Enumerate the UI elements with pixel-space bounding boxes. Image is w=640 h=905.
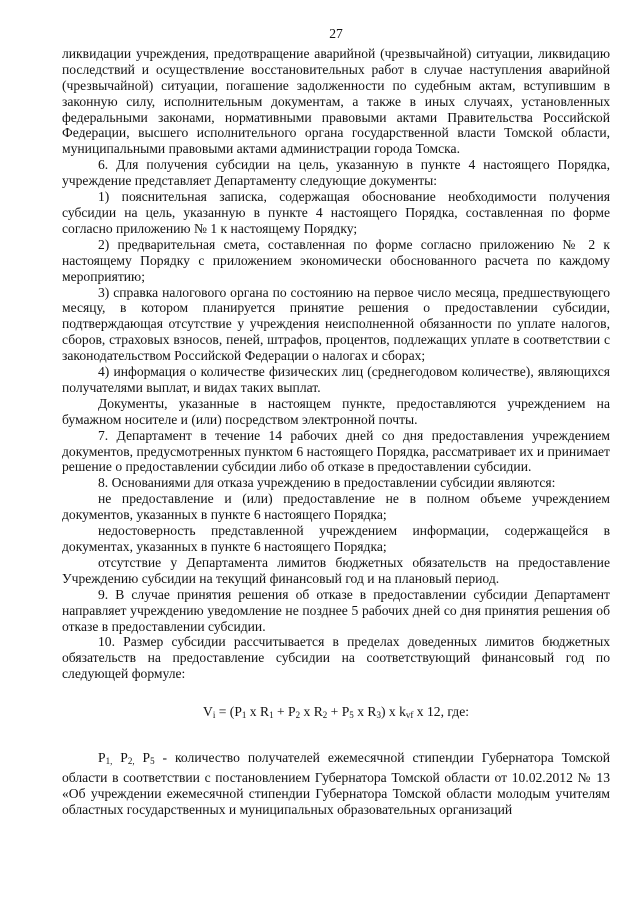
page-number: 27 (329, 26, 343, 41)
paragraph-6-item-2: 2) предварительная смета, составленная по форме согласно приложению № 2 к настоящему Порядку с приложением экономически обоснованного расчета по каждому мероприятию; (62, 236, 610, 284)
paragraph-8-ground-3: отсутствие у Департамента лимитов бюджетных обязательств на предоставление Учреждению субсидии на текущий финансовый год и на плановый период. (62, 554, 610, 586)
paragraph-6-item-1: 1) пояснительная записка, содержащая обоснование необходимости получения субсидии на цель, указанную в пункте 4 настоящего Порядка, составленная по форме согласно приложению № 1 к настоящему Порядку; (62, 189, 610, 236)
paragraph-continuation: ликвидации учреждения, предотвращение аварийной (чрезвычайной) ситуации, ликвидацию последствий и осуществление восстановительных работ в случае наступления аварийной (чрезвычайной) ситуации, погашение задолженности по судебным актам, вступившим в законную силу, исполнительным документам, а также в иных случаях, установленных федеральными законами, нормативными правовыми актами Правительства Российской Федерации, высшего исполнительного органа государственной власти Томской области, муниципальными правовыми актами администрации города Томска. (62, 45, 610, 157)
subsidy-formula: $V_i = (P_1$ x $R_1 + P_2$ x $R_2 + P_5$ x $R_3$) x $k_{vf}$ x 12, где: (202, 704, 469, 721)
paragraph-9: 9. В случае принятия решения об отказе в предоставлении субсидии Департамент направляет учреждению уведомление не позднее 5 рабочих дней со дня принятия решения об отказе в предоставлении субсидии. (62, 586, 610, 634)
paragraph-10: 10. Размер субсидии рассчитывается в пределах доведенных лимитов бюджетных обязательств на предоставление субсидии на соответствующий финансовый год по следующей формуле: (62, 634, 610, 682)
paragraph-6: 6. Для получения субсидии на цель, указанную в пункте 4 настоящего Порядка, учреждение представляет Департаменту следующие документы: (62, 157, 610, 189)
paragraph-8-ground-2: недостоверность представленной учреждением информации, содержащейся в документах, указанных в пункте 6 настоящего Порядка; (62, 523, 610, 554)
paragraph-8: 8. Основаниями для отказа учреждению в предоставлении субсидии являются: (98, 475, 556, 491)
paragraph-6-item-4: 4) информация о количестве физических лиц (среднегодовом количестве), являющихся получателями выплат, и видах таких выплат. (62, 364, 610, 395)
formula-variables-definition: $P_{1,}$ $P_{2,}$ $P_5$ - количество получателей ежемесячной стипендии Губернатора Томской области в соответствии с постановлением Губернатора Томской области от 10.02.2012 № 13 «Об учреждении ежемесячной стипендии Губернатора Томской области молодым учителям областных государственных и муниципальных образовательных организаций (62, 750, 611, 817)
document-page (62, 0, 610, 818)
paragraph-6-item-3: 3) справка налогового органа по состоянию на первое число месяца, предшествующего месяцу, в котором планируется принятие решения о предоставлении субсидии, подтверждающая отсутствие у учреждения неисполненной обязанности по уплате налогов, сборов, страховых взносов, пеней, штрафов, процентов, подлежащих уплате в соответствии с законодательством Российской Федерации о налогах и сборах; (62, 284, 610, 364)
paragraph-7: 7. Департамент в течение 14 рабочих дней со дня предоставления учреждением документов, предусмотренных пунктом 6 настоящего Порядка, рассматривает их и принимает решение о предоставлении субсидии либо об отказе в предоставлении субсидии. (62, 427, 610, 475)
paragraph-6-documents: Документы, указанные в настоящем пункте, предоставляются учреждением на бумажном носителе и (или) посредством электронной почты. (62, 395, 610, 427)
paragraph-8-ground-1: не предоставление и (или) предоставление не в полном объеме учреждением документов, указанных в пункте 6 настоящего Порядка; (62, 491, 610, 523)
